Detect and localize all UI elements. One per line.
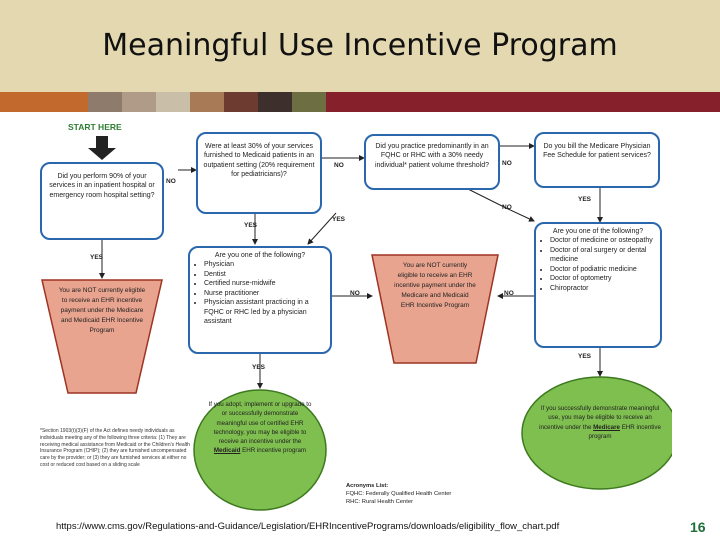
medicare-eligible-text-pre: If you successfully demonstrate meaningful use, you may be eligible to receive an incentive under the: [539, 405, 660, 431]
question-fqhc-rhc: Did you practice predominantly in an FQHC or RHC with a 30% needy individual* patient volume threshold?: [364, 134, 500, 190]
stripe-segment: [292, 92, 326, 112]
label-yes-q6: YES: [578, 353, 592, 360]
question-medicare-fee-schedule: Do you bill the Medicare Physician Fee Schedule for patient services?: [534, 132, 660, 188]
page-number: 16: [690, 519, 706, 535]
not-eligible-center-text: You are NOT currently eligible to receive an EHR incentive payment under the Medicare and Medicaid EHR Incentive Program: [394, 262, 476, 310]
provider-type-item: • Dentist: [204, 270, 326, 279]
needy-individual-footnote: *Section 1903(t)(3)(F) of the Act defines needy individuals as individuals meeting any of the following three criteria: (1) They are receiving medical assistance from Medicaid or the Children's Health Insurance Program (CHIP); (2) they are furnished uncompensated care by the provider; or (3) they are furnished services at either no cost or reduced cost based on a sliding scale: [40, 428, 190, 468]
label-no-q5: NO: [350, 290, 360, 297]
label-no-q3: NO: [502, 160, 512, 167]
stripe-segment: [122, 92, 156, 112]
provider-type-item: • Nurse practitioner: [204, 289, 326, 298]
question-provider-types-medicare: [534, 222, 662, 348]
medicaid-eligible-text: [206, 400, 314, 456]
stripe-segment: [224, 92, 258, 112]
provider-type-item: • Doctor of optometry: [550, 274, 656, 283]
question-medicaid-outpatient: Were at least 30% of your services furnished to Medicaid patients in an outpatient setting (20% requirement for pediatricians)?: [196, 132, 322, 214]
medicare-eligible-text: [536, 404, 664, 441]
arrow-q3-no-fqhc: [462, 186, 534, 221]
label-no-q1: NO: [166, 178, 176, 185]
stripe-segment: [326, 92, 720, 112]
label-yes-q5: YES: [252, 364, 266, 371]
start-here-label: START HERE: [68, 122, 122, 132]
medicare-keyword: Medicare: [593, 423, 620, 431]
medicaid-eligible-text-pre: If you adopt, implement or upgrade to or successfully demonstrate meaningful use of certified EHR technology, you may be eligible to receive an incentive under the: [208, 401, 312, 446]
medicaid-eligible-text-post: EHR incentive program: [242, 447, 307, 455]
stripe-segment: [88, 92, 122, 112]
medicare-eligible-text-post: EHR incentive program: [588, 423, 661, 440]
stripe-segment: [190, 92, 224, 112]
provider-type-item: • Physician: [204, 260, 326, 269]
label-yes-q1: YES: [90, 254, 104, 261]
label-yes-q2: YES: [244, 222, 258, 229]
question-provider-types-medicaid: [188, 246, 332, 354]
stripe-segment: [258, 92, 292, 112]
stripe-segment: [156, 92, 190, 112]
label-yes-q3: YES: [332, 216, 346, 223]
label-yes-q4: YES: [578, 196, 592, 203]
acronym-item: FQHC: Federally Qualified Health Center: [346, 491, 452, 498]
medicaid-keyword: Medicaid: [213, 447, 241, 455]
provider-types-medicare-title: Are you one of the following?: [552, 228, 644, 235]
label-no-q3-fqhc: NO: [502, 204, 512, 211]
flowchart-panel: [36, 118, 672, 518]
acronyms-list: [346, 482, 506, 506]
provider-types-medicaid-title: Are you one of the following?: [214, 252, 306, 259]
start-arrow-shape: [88, 136, 116, 160]
provider-type-item: • Doctor of medicine or osteopathy: [550, 236, 656, 245]
slide-title: Meaningful Use Incentive Program: [102, 28, 618, 63]
provider-type-item: • Physician assistant practicing in a FQHC or RHC led by a physician assistant: [204, 298, 326, 326]
acronyms-title: Acronyms List:: [346, 483, 389, 489]
acronym-item: RHC: Rural Health Center: [346, 499, 414, 506]
provider-type-item: • Doctor of oral surgery or dental medicine: [550, 246, 656, 265]
label-no-q6: NO: [504, 290, 514, 297]
not-eligible-left-text: You are NOT currently eligible to receive an EHR incentive payment under the Medicare and Medicaid EHR Incentive Program: [58, 287, 146, 335]
decorative-stripe-row: [0, 92, 720, 112]
question-inpatient-services: Did you perform 90% of your services in an inpatient hospital or emergency room hospital setting?: [40, 162, 164, 240]
source-url[interactable]: https://www.cms.gov/Regulations-and-Guidance/Legislation/EHRIncentivePrograms/downloads/eligibility_flow_chart.pdf: [56, 521, 560, 532]
label-no-q2: NO: [334, 162, 344, 169]
provider-type-item: • Chiropractor: [550, 284, 656, 293]
provider-type-item: • Doctor of podiatric medicine: [550, 265, 656, 274]
provider-type-item: • Certified nurse-midwife: [204, 279, 326, 288]
stripe-segment: [0, 92, 88, 112]
